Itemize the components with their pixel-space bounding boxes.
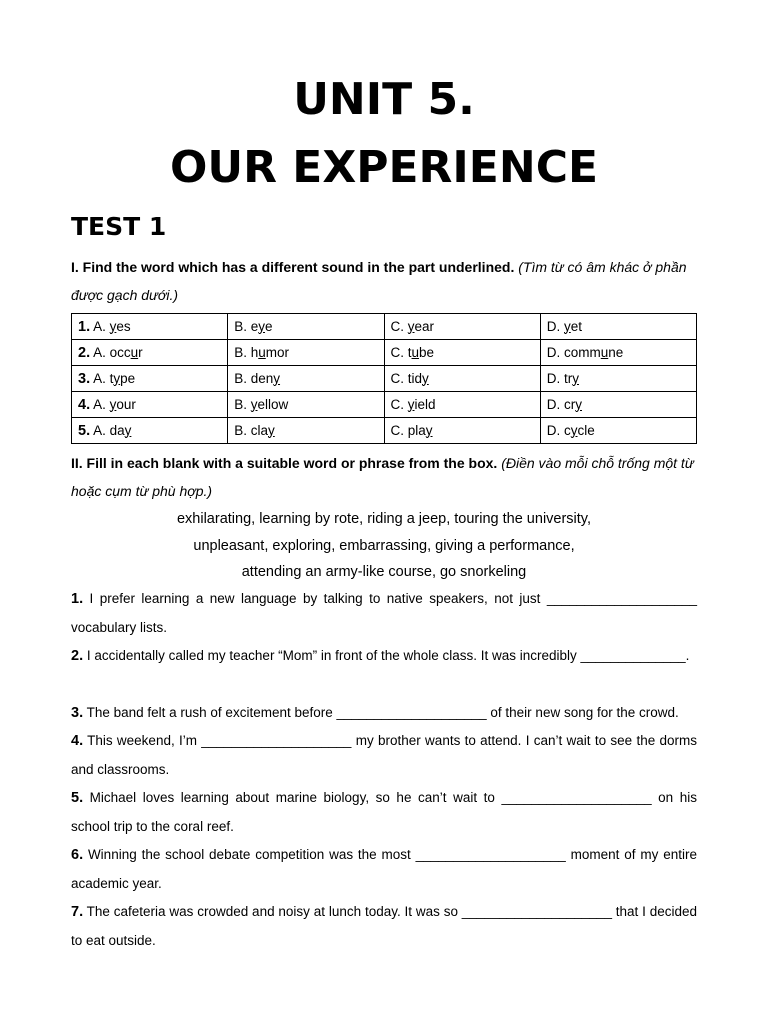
- option-cell: [72, 366, 228, 392]
- option-cell: [228, 392, 384, 418]
- option-text: C.: [390, 396, 408, 412]
- underlined-letter: y: [564, 318, 571, 334]
- option-text: B. cla: [234, 422, 269, 438]
- option-cell: [228, 340, 384, 366]
- option-text: 3.: [78, 370, 91, 387]
- option-text: 1.: [78, 318, 91, 335]
- question-number: 3.: [71, 705, 84, 721]
- section-2-instruction: II. Fill in each blank with a suitable word or phrase from the box.: [71, 455, 498, 471]
- underlined-letter: u: [600, 344, 609, 360]
- question-item: [71, 699, 697, 728]
- option-text: cle: [577, 422, 595, 438]
- question-number: 1.: [71, 591, 84, 607]
- underlined-letter: y: [273, 370, 281, 386]
- table-row: [72, 340, 697, 366]
- option-text: our: [116, 396, 136, 412]
- option-text: D.: [546, 318, 565, 334]
- option-text: C. pla: [390, 422, 426, 438]
- option-text: r: [138, 344, 143, 360]
- question-item: [71, 585, 697, 642]
- question-number: 7.: [71, 904, 84, 920]
- question-text: I prefer learning a new language by talking to native speakers, not just ____________________ vocabulary lists.: [71, 591, 697, 635]
- option-text: B.: [234, 396, 251, 412]
- option-text: B. e: [234, 318, 259, 334]
- option-text: ne: [608, 344, 624, 360]
- underlined-letter: y: [113, 370, 121, 386]
- section-1-heading: [71, 253, 697, 309]
- option-cell: [72, 418, 228, 444]
- underlined-letter: y: [422, 370, 429, 386]
- question-text: The cafeteria was crowded and noisy at lunch today. It was so ____________________ that I decided to eat outside.: [71, 904, 697, 948]
- option-cell: [228, 314, 384, 340]
- word-box: [71, 506, 697, 586]
- option-text: D. c: [546, 422, 571, 438]
- option-text: A. da: [90, 422, 125, 438]
- underlined-letter: y: [109, 396, 117, 412]
- question-text: Winning the school debate competition was the most ____________________ moment of my entire academic year.: [71, 847, 697, 891]
- underlined-letter: y: [425, 422, 433, 438]
- option-text: es: [116, 318, 131, 334]
- section-1-instruction: I. Find the word which has a different sound in the part underlined.: [71, 259, 515, 275]
- option-text: A. t: [90, 370, 114, 386]
- option-text: ellow: [257, 396, 289, 412]
- underlined-letter: y: [124, 422, 132, 438]
- question-item: [71, 784, 697, 841]
- question-number: 2.: [71, 648, 84, 664]
- option-cell: [540, 340, 696, 366]
- option-text: A.: [90, 318, 110, 334]
- unit-subtitle: OUR EXPERIENCE: [169, 142, 599, 193]
- option-text: mor: [265, 344, 290, 360]
- underlined-letter: y: [407, 318, 415, 334]
- underlined-letter: y: [575, 396, 582, 412]
- option-cell: [72, 392, 228, 418]
- underlined-letter: y: [570, 422, 578, 438]
- word-box-line: exhilarating, learning by rote, riding a jeep, touring the university,: [176, 511, 592, 527]
- question-item: [71, 898, 697, 955]
- option-cell: [384, 340, 540, 366]
- section-2-heading: [71, 449, 697, 505]
- option-cell: [228, 418, 384, 444]
- word-box-line: attending an army-like course, go snorkeling: [241, 564, 527, 580]
- option-cell: [72, 340, 228, 366]
- question-number: 6.: [71, 847, 84, 863]
- option-text: et: [570, 318, 583, 334]
- pronunciation-table: [71, 313, 697, 444]
- test-label: TEST 1: [71, 212, 167, 241]
- question-number: 4.: [71, 733, 84, 749]
- option-text: 2.: [78, 344, 91, 361]
- question-item: [71, 727, 697, 784]
- option-text: B. h: [234, 344, 259, 360]
- option-text: D. tr: [546, 370, 573, 386]
- option-cell: [384, 366, 540, 392]
- section-2-instruction-vi: (Điền vào mỗi chỗ trống một từ hoặc cụm từ phù hợp.): [71, 455, 694, 499]
- option-cell: [384, 392, 540, 418]
- question-text: I accidentally called my teacher “Mom” in front of the whole class. It was incredibly ______________.: [83, 648, 690, 663]
- option-text: C. t: [390, 344, 412, 360]
- option-cell: [540, 392, 696, 418]
- underlined-letter: y: [250, 396, 258, 412]
- option-text: D. cr: [546, 396, 576, 412]
- option-cell: [540, 418, 696, 444]
- question-number: 5.: [71, 790, 84, 806]
- option-text: ield: [414, 396, 436, 412]
- option-text: B. den: [234, 370, 274, 386]
- underlined-letter: u: [411, 344, 420, 360]
- option-text: D. comm: [546, 344, 601, 360]
- table-row: [72, 392, 697, 418]
- table-row: [72, 418, 697, 444]
- option-cell: [384, 418, 540, 444]
- option-text: A. occ: [90, 344, 131, 360]
- underlined-letter: u: [258, 344, 266, 360]
- word-box-line: unpleasant, exploring, embarrassing, giving a performance,: [193, 537, 575, 554]
- option-text: 5.: [78, 422, 91, 439]
- option-text: 4.: [78, 396, 91, 413]
- table-row: [72, 366, 697, 392]
- option-text: C.: [390, 318, 408, 334]
- option-cell: [384, 314, 540, 340]
- underlined-letter: y: [572, 370, 579, 386]
- question-text: The band felt a rush of excitement before ____________________ of their new song for the crowd.: [83, 705, 679, 720]
- option-cell: [540, 314, 696, 340]
- option-cell: [72, 314, 228, 340]
- underlined-letter: y: [258, 318, 266, 334]
- underlined-letter: y: [109, 318, 117, 334]
- unit-title: UNIT 5.: [293, 74, 475, 125]
- table-row: [72, 314, 697, 340]
- question-item: [71, 841, 697, 898]
- underlined-letter: y: [407, 396, 415, 412]
- option-cell: [540, 366, 696, 392]
- option-text: A.: [90, 396, 110, 412]
- option-cell: [228, 366, 384, 392]
- option-text: ear: [414, 318, 435, 334]
- option-text: be: [419, 344, 435, 360]
- section-1-instruction-vi: (Tìm từ có âm khác ở phần được gạch dưới.): [71, 259, 687, 303]
- option-text: C. tid: [390, 370, 423, 386]
- question-text: This weekend, I’m ____________________ my brother wants to attend. I can’t wait to see the dorms and classrooms.: [71, 733, 697, 777]
- underlined-letter: u: [130, 344, 139, 360]
- question-item: [71, 642, 697, 671]
- question-text: Michael loves learning about marine biology, so he can’t wait to ____________________ on his school trip to the coral reef.: [71, 790, 697, 834]
- option-text: e: [265, 318, 273, 334]
- option-text: pe: [120, 370, 136, 386]
- underlined-letter: y: [268, 422, 275, 438]
